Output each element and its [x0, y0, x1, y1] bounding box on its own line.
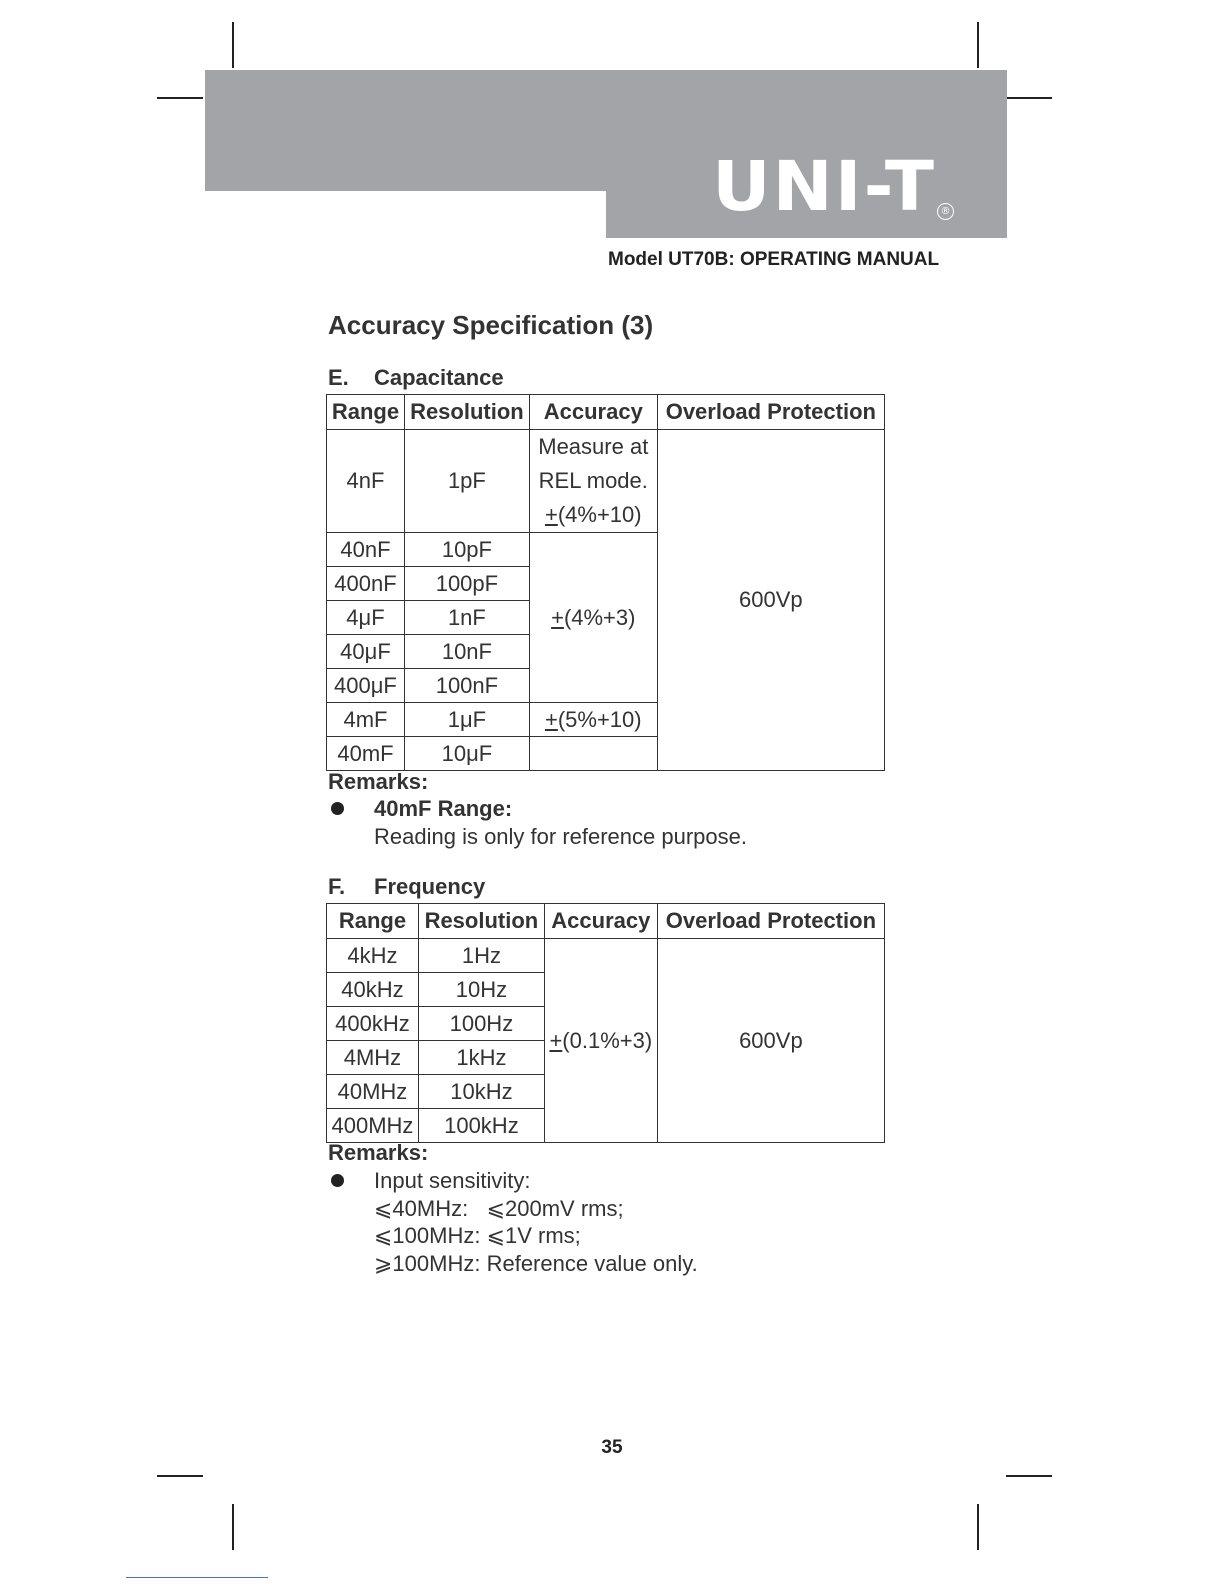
range-cell: 4mF: [327, 703, 405, 737]
range-cell: 40nF: [327, 533, 405, 567]
running-title: Model UT70B: OPERATING MANUAL: [608, 249, 940, 270]
column-header-accuracy: Accuracy: [544, 904, 657, 939]
resolution-cell: 1nF: [404, 601, 529, 635]
table-row: [327, 939, 885, 973]
section-title-frequency: [328, 874, 485, 900]
capacitance-table: [326, 394, 885, 771]
range-cell: 400MHz: [327, 1109, 419, 1143]
page-title: Accuracy Specification (3): [328, 310, 654, 340]
column-header-resolution: Resolution: [418, 904, 544, 939]
crop-mark-top-right-vertical: [977, 22, 979, 68]
resolution-cell: 10pF: [404, 533, 529, 567]
page-number: 35: [601, 1437, 623, 1458]
crop-mark-bottom-right-vertical: [977, 1504, 979, 1550]
remark-line: Input sensitivity:: [374, 1168, 531, 1193]
bullet-icon: [331, 802, 344, 815]
table-header-row: [327, 395, 885, 430]
accuracy-cell-rel: [529, 430, 657, 533]
overload-cell: 600Vp: [657, 430, 884, 771]
resolution-cell: 100pF: [404, 567, 529, 601]
remark-line: ⩽100MHz: ⩽1V rms;: [374, 1223, 581, 1248]
resolution-cell: 10kHz: [418, 1075, 544, 1109]
range-cell: 4nF: [327, 430, 405, 533]
remark-text: Reading is only for reference purpose.: [374, 824, 747, 849]
resolution-cell: 1pF: [404, 430, 529, 533]
range-cell: 4μF: [327, 601, 405, 635]
accuracy-cell: +(5%+10): [529, 703, 657, 737]
crop-mark-bottom-left-vertical: [232, 1504, 234, 1550]
section-letter: F.: [328, 874, 346, 899]
range-cell: 40MHz: [327, 1075, 419, 1109]
resolution-cell: 1μF: [404, 703, 529, 737]
plus-minus-sign: +: [549, 1027, 563, 1053]
remark-title: 40mF Range:: [374, 796, 513, 821]
section-name: Frequency: [374, 874, 486, 899]
accuracy-cell-empty: [529, 737, 657, 771]
resolution-cell: 1kHz: [418, 1041, 544, 1075]
crop-mark-top-left-horizontal: [157, 97, 203, 99]
range-cell: 400μF: [327, 669, 405, 703]
range-cell: 4MHz: [327, 1041, 419, 1075]
registered-mark-icon: ®: [937, 203, 954, 220]
column-header-range: Range: [327, 904, 419, 939]
link-underline: [126, 1577, 268, 1578]
crop-mark-top-right-horizontal: [1006, 97, 1052, 99]
bullet-icon: [331, 1174, 344, 1187]
range-cell: 40kHz: [327, 973, 419, 1007]
resolution-cell: 100kHz: [418, 1109, 544, 1143]
remark-line: ⩾100MHz: Reference value only.: [374, 1251, 698, 1276]
range-cell: 400kHz: [327, 1007, 419, 1041]
section-letter: E.: [328, 365, 349, 390]
accuracy-rel-value: +(4%+10): [544, 502, 642, 527]
overload-cell: 600Vp: [657, 939, 884, 1143]
crop-mark-top-left-vertical: [232, 22, 234, 68]
accuracy-cell: +(0.1%+3): [544, 939, 657, 1143]
column-header-accuracy: Accuracy: [529, 395, 657, 430]
plus-minus-sign: +: [551, 604, 564, 630]
range-cell: 4kHz: [327, 939, 419, 973]
range-cell: 40μF: [327, 635, 405, 669]
remarks-label: Remarks:: [328, 769, 429, 794]
crop-mark-bottom-left-horizontal: [157, 1475, 203, 1477]
resolution-cell: 10nF: [404, 635, 529, 669]
remarks-label: Remarks:: [328, 1140, 429, 1165]
range-cell: 40mF: [327, 737, 405, 771]
resolution-cell: 100Hz: [418, 1007, 544, 1041]
plus-minus-sign: +: [544, 706, 558, 732]
accuracy-rel-line1: Measure at: [538, 434, 649, 459]
accuracy-rel-line2: REL mode.: [538, 468, 648, 493]
plus-minus-sign: +: [544, 502, 558, 527]
resolution-cell: 100nF: [404, 669, 529, 703]
column-header-overload-protection: Overload Protection: [657, 395, 884, 430]
remark-line: ⩽40MHz: ⩽200mV rms;: [374, 1196, 624, 1221]
resolution-cell: 1Hz: [418, 939, 544, 973]
crop-mark-bottom-right-horizontal: [1006, 1475, 1052, 1477]
table-row: [327, 430, 885, 533]
section-title-capacitance: [328, 365, 504, 391]
accuracy-cell: +(4%+3): [529, 533, 657, 703]
column-header-range: Range: [327, 395, 405, 430]
resolution-cell: 10μF: [404, 737, 529, 771]
column-header-overload-protection: Overload Protection: [657, 904, 884, 939]
table-header-row: [327, 904, 885, 939]
brand-logo: UNI-T: [712, 146, 936, 226]
range-cell: 400nF: [327, 567, 405, 601]
resolution-cell: 10Hz: [418, 973, 544, 1007]
frequency-table: [326, 903, 885, 1143]
column-header-resolution: Resolution: [404, 395, 529, 430]
section-name: Capacitance: [374, 365, 504, 390]
